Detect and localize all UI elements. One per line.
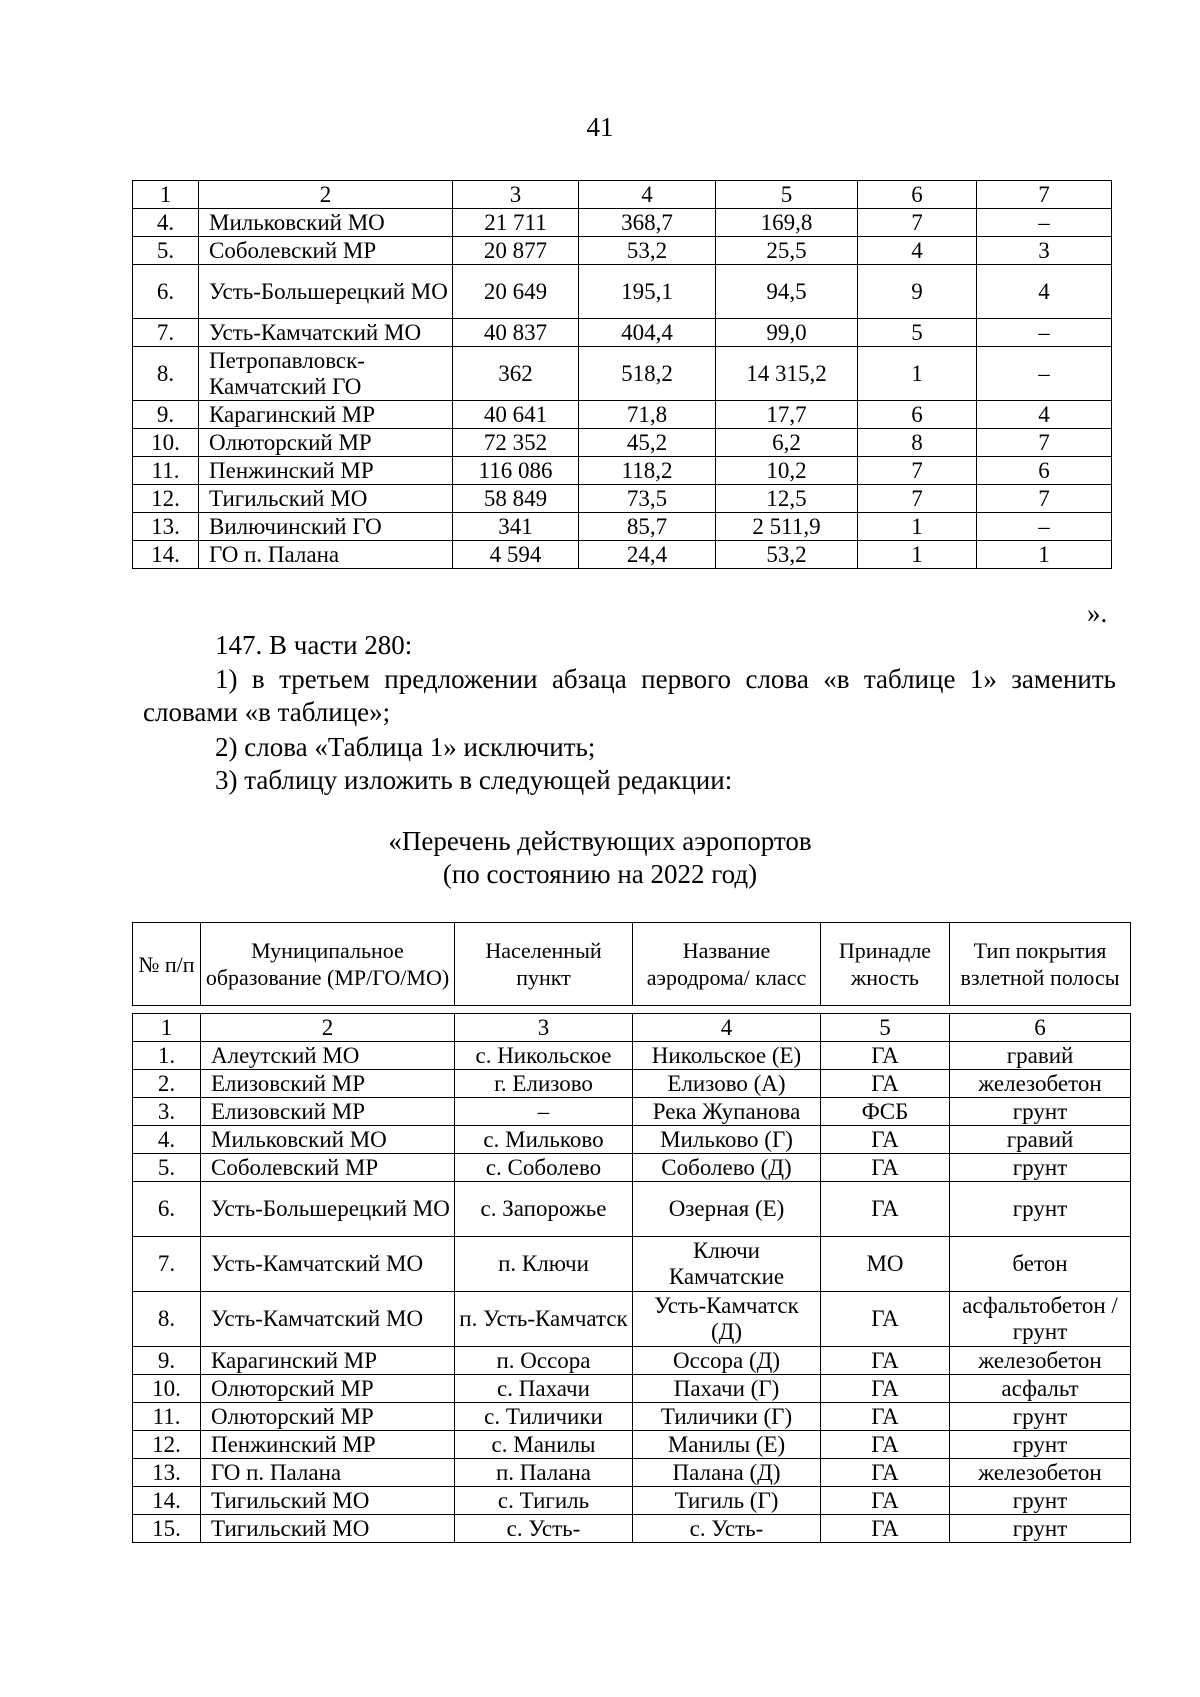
table-cell: 4 — [858, 237, 977, 265]
table-row — [133, 1515, 1131, 1543]
table-cell: 1 — [858, 541, 977, 569]
table-cell: грунт — [950, 1098, 1131, 1126]
table-cell: Соболевский МР — [201, 1154, 455, 1182]
table-cell: 45,2 — [579, 429, 716, 457]
table-cell: ГА — [821, 1347, 950, 1375]
table-cell: Пахачи (Г) — [633, 1375, 821, 1403]
table-cell: Палана (Д) — [633, 1459, 821, 1487]
table-cell: 6,2 — [716, 429, 858, 457]
table-cell: п. Оссора — [455, 1347, 633, 1375]
table-cell: с. Тигиль — [455, 1487, 633, 1515]
table-cell: п. Ключи — [455, 1237, 633, 1292]
table-cell: 58 849 — [453, 485, 579, 513]
table-cell: 14. — [133, 1487, 201, 1515]
table-cell: грунт — [950, 1403, 1131, 1431]
table-cell: ГО п. Палана — [199, 541, 453, 569]
table-cell: Тигильский МО — [201, 1515, 455, 1543]
table-cell: Принадле жность — [821, 923, 950, 1006]
table-cell: 10. — [133, 429, 199, 457]
table-cell: 6 — [858, 181, 977, 209]
table-cell: железобетон — [950, 1347, 1131, 1375]
table-cell: 3 — [455, 1014, 633, 1042]
table-cell: Соболево (Д) — [633, 1154, 821, 1182]
amendment-item-2: 2) слова «Таблица 1» исключить; — [215, 732, 596, 762]
table-cell: грунт — [950, 1515, 1131, 1543]
table-cell: 1 — [977, 541, 1112, 569]
table-row — [133, 319, 1112, 347]
table-cell: 341 — [453, 513, 579, 541]
table-cell: Петропавловск-Камчатский ГО — [199, 347, 453, 401]
table-cell: Олюторский МР — [201, 1403, 455, 1431]
table-cell: ГА — [821, 1515, 950, 1543]
table-cell: 8. — [133, 347, 199, 401]
table-cell: п. Усть-Камчатск — [455, 1292, 633, 1347]
table-cell: Оссора (Д) — [633, 1347, 821, 1375]
table-cell: 12. — [133, 1431, 201, 1459]
table-cell: с. Усть- — [633, 1515, 821, 1543]
table-cell: № п/п — [133, 923, 201, 1006]
table-cell: Усть-Камчатск (Д) — [633, 1292, 821, 1347]
table-cell: ГА — [821, 1042, 950, 1070]
table-cell: 1 — [858, 347, 977, 401]
table-cell: г. Елизово — [455, 1070, 633, 1098]
table-row — [133, 1182, 1131, 1237]
table-cell: 9 — [858, 265, 977, 319]
table-cell: асфальтобетон /грунт — [950, 1292, 1131, 1347]
table-cell: Соболевский МР — [199, 237, 453, 265]
table-cell: 6 — [858, 401, 977, 429]
table-row — [133, 1292, 1131, 1347]
table-cell: ГА — [821, 1459, 950, 1487]
table-cell: 5 — [858, 319, 977, 347]
table-row — [133, 457, 1112, 485]
population-table — [132, 180, 1112, 569]
table-number-row — [133, 1014, 1131, 1042]
table-cell: асфальт — [950, 1375, 1131, 1403]
table-cell: 362 — [453, 347, 579, 401]
table-cell: Елизово (А) — [633, 1070, 821, 1098]
table-cell: грунт — [950, 1487, 1131, 1515]
table-cell: Пенжинский МР — [199, 457, 453, 485]
table-cell: 7 — [858, 209, 977, 237]
table-row — [133, 1098, 1131, 1126]
table-cell: Река Жупанова — [633, 1098, 821, 1126]
table-cell: МО — [821, 1237, 950, 1292]
table-cell: – — [455, 1098, 633, 1126]
table-row — [133, 237, 1112, 265]
table-cell: 4. — [133, 209, 199, 237]
table-cell: 14. — [133, 541, 199, 569]
table-cell: 7. — [133, 1237, 201, 1292]
table-cell: с. Мильково — [455, 1126, 633, 1154]
table-cell: Никольское (Е) — [633, 1042, 821, 1070]
table-cell: Тигильский МО — [201, 1487, 455, 1515]
table-row — [133, 513, 1112, 541]
table-cell: ГА — [821, 1070, 950, 1098]
table-cell: 20 877 — [453, 237, 579, 265]
table-cell: 13. — [133, 1459, 201, 1487]
table-cell: Пенжинский МР — [201, 1431, 455, 1459]
table-cell: 6 — [977, 457, 1112, 485]
table-cell: Тигиль (Г) — [633, 1487, 821, 1515]
table-cell: железобетон — [950, 1070, 1131, 1098]
table-cell: с. Усть- — [455, 1515, 633, 1543]
table-cell: – — [977, 319, 1112, 347]
page-number: 41 — [586, 112, 614, 142]
table-cell: 20 649 — [453, 265, 579, 319]
table-cell: 518,2 — [579, 347, 716, 401]
table-cell: ГА — [821, 1375, 950, 1403]
table-cell: 40 837 — [453, 319, 579, 347]
table-cell: Олюторский МР — [199, 429, 453, 457]
table-cell: 10,2 — [716, 457, 858, 485]
table-cell: грунт — [950, 1154, 1131, 1182]
table-row — [133, 1403, 1131, 1431]
table-cell: 5. — [133, 1154, 201, 1182]
table-cell: 17,7 — [716, 401, 858, 429]
table-cell: с. Никольское — [455, 1042, 633, 1070]
table-cell: Тигильский МО — [199, 485, 453, 513]
table-cell: 5 — [716, 181, 858, 209]
table-row — [133, 209, 1112, 237]
table-cell: 72 352 — [453, 429, 579, 457]
table-cell: Тиличики (Г) — [633, 1403, 821, 1431]
table-row — [133, 541, 1112, 569]
table-cell: ГА — [821, 1182, 950, 1237]
table-cell: Усть-Камчатский МО — [199, 319, 453, 347]
table-cell: Мильковский МО — [201, 1126, 455, 1154]
table-cell: железобетон — [950, 1459, 1131, 1487]
table-row — [133, 401, 1112, 429]
table-cell: 12,5 — [716, 485, 858, 513]
table-cell: 1 — [858, 513, 977, 541]
table-cell: Муниципальное образование (МР/ГО/МО) — [201, 923, 455, 1006]
table-row — [133, 1459, 1131, 1487]
table-cell: гравий — [950, 1126, 1131, 1154]
table-cell: 7 — [858, 485, 977, 513]
table-cell: 5 — [821, 1014, 950, 1042]
table-cell: 116 086 — [453, 457, 579, 485]
table-row — [133, 1431, 1131, 1459]
section-heading: 147. В части 280: — [215, 630, 413, 660]
table-cell: 368,7 — [579, 209, 716, 237]
amendment-item-3: 3) таблицу изложить в следующей редакции: — [215, 765, 733, 795]
table-cell: Тип покрытия взлетной полосы — [950, 923, 1131, 1006]
table-cell: ФСБ — [821, 1098, 950, 1126]
table-cell: 7 — [977, 485, 1112, 513]
table-cell: грунт — [950, 1431, 1131, 1459]
table-cell: гравий — [950, 1042, 1131, 1070]
table-cell: 2 — [199, 181, 453, 209]
airports-table — [132, 1013, 1131, 1543]
table-cell: Карагинский МР — [201, 1347, 455, 1375]
table-row — [133, 1070, 1131, 1098]
table-cell: 24,4 — [579, 541, 716, 569]
table-cell: с. Манилы — [455, 1431, 633, 1459]
table-cell: 85,7 — [579, 513, 716, 541]
airports-table-header — [132, 922, 1131, 1006]
table-cell: 118,2 — [579, 457, 716, 485]
table-cell: 6 — [950, 1014, 1131, 1042]
table-cell: 4 — [633, 1014, 821, 1042]
table-cell: 5. — [133, 237, 199, 265]
table-cell: Усть-Большерецкий МО — [201, 1182, 455, 1237]
table-header-row — [133, 181, 1112, 209]
table-cell: 9. — [133, 1347, 201, 1375]
table-cell: 2. — [133, 1070, 201, 1098]
table-cell: 14 315,2 — [716, 347, 858, 401]
amendment-item-1: 1) в третьем предложении абзаца первого слова «в таблице 1» заменить словами «в таблице»; — [143, 664, 1116, 727]
table-cell: ГА — [821, 1431, 950, 1459]
table-cell: с. Пахачи — [455, 1375, 633, 1403]
table-cell: – — [977, 513, 1112, 541]
table-cell: 3. — [133, 1098, 201, 1126]
table-cell: 13. — [133, 513, 199, 541]
table-cell: Вилючинский ГО — [199, 513, 453, 541]
table-cell: ГА — [821, 1154, 950, 1182]
table-row — [133, 1237, 1131, 1292]
table-cell: 7 — [858, 457, 977, 485]
table-cell: 12. — [133, 485, 199, 513]
table-cell: Манилы (Е) — [633, 1431, 821, 1459]
table-cell: 1 — [133, 181, 199, 209]
table-cell: 53,2 — [579, 237, 716, 265]
table-row — [133, 1487, 1131, 1515]
table-row — [133, 1375, 1131, 1403]
table-row — [133, 1154, 1131, 1182]
table-row — [133, 1126, 1131, 1154]
table-cell: 4 — [579, 181, 716, 209]
table-cell: бетон — [950, 1237, 1131, 1292]
table-cell: 53,2 — [716, 541, 858, 569]
table-cell: 1 — [133, 1014, 201, 1042]
table-cell: Мильковский МО — [199, 209, 453, 237]
table-cell: 94,5 — [716, 265, 858, 319]
table-cell: Елизовский МР — [201, 1098, 455, 1126]
table-cell: 2 511,9 — [716, 513, 858, 541]
table-cell: 40 641 — [453, 401, 579, 429]
table-row — [133, 347, 1112, 401]
table-cell: Ключи Камчатские — [633, 1237, 821, 1292]
table-row — [133, 429, 1112, 457]
table-cell: 2 — [201, 1014, 455, 1042]
table-cell: 169,8 — [716, 209, 858, 237]
table-cell: 1. — [133, 1042, 201, 1070]
table-cell: 15. — [133, 1515, 201, 1543]
table-cell: 10. — [133, 1375, 201, 1403]
table-cell: 195,1 — [579, 265, 716, 319]
table-cell: 8. — [133, 1292, 201, 1347]
table-row — [133, 485, 1112, 513]
table-cell: ГА — [821, 1403, 950, 1431]
table-cell: 3 — [453, 181, 579, 209]
table-cell: – — [977, 347, 1112, 401]
table-cell: 7 — [977, 429, 1112, 457]
table-cell: 71,8 — [579, 401, 716, 429]
table-cell: 3 — [977, 237, 1112, 265]
table-cell: п. Палана — [455, 1459, 633, 1487]
table-cell: 99,0 — [716, 319, 858, 347]
table-row — [133, 1347, 1131, 1375]
table-cell: 73,5 — [579, 485, 716, 513]
closing-quote: ». — [1087, 598, 1108, 628]
table-cell: ГА — [821, 1292, 950, 1347]
table-cell: ГА — [821, 1126, 950, 1154]
table-cell: Населенный пункт — [455, 923, 633, 1006]
table-cell: с. Запорожье — [455, 1182, 633, 1237]
table-cell: Название аэродрома/ класс — [633, 923, 821, 1006]
table-cell: 7. — [133, 319, 199, 347]
table-cell: Олюторский МР — [201, 1375, 455, 1403]
table-title: «Перечень действующих аэропортов — [388, 826, 812, 856]
table-cell: 11. — [133, 457, 199, 485]
table-cell: Усть-Большерецкий МО — [199, 265, 453, 319]
table-cell: ГА — [821, 1487, 950, 1515]
table-cell: 9. — [133, 401, 199, 429]
table-cell: Усть-Камчатский МО — [201, 1292, 455, 1347]
table-cell: 21 711 — [453, 209, 579, 237]
table-row — [133, 1042, 1131, 1070]
table-cell: 4 594 — [453, 541, 579, 569]
table-cell: Усть-Камчатский МО — [201, 1237, 455, 1292]
table-cell: 6. — [133, 265, 199, 319]
table-cell: 4 — [977, 265, 1112, 319]
table-cell: Карагинский МР — [199, 401, 453, 429]
table-cell: 6. — [133, 1182, 201, 1237]
table-cell: с. Тиличики — [455, 1403, 633, 1431]
table-cell: 7 — [977, 181, 1112, 209]
table-cell: – — [977, 209, 1112, 237]
table-cell: 25,5 — [716, 237, 858, 265]
table-subtitle: (по состоянию на 2022 год) — [442, 859, 758, 889]
table-cell: Алеутский МО — [201, 1042, 455, 1070]
table-row — [133, 265, 1112, 319]
table-cell: Елизовский МР — [201, 1070, 455, 1098]
table-cell: с. Соболево — [455, 1154, 633, 1182]
table-cell: 8 — [858, 429, 977, 457]
table-cell: Озерная (Е) — [633, 1182, 821, 1237]
table-cell: 4 — [977, 401, 1112, 429]
table-header-row — [133, 923, 1131, 1006]
table-cell: 11. — [133, 1403, 201, 1431]
table-cell: грунт — [950, 1182, 1131, 1237]
table-cell: 404,4 — [579, 319, 716, 347]
table-cell: Мильково (Г) — [633, 1126, 821, 1154]
table-cell: ГО п. Палана — [201, 1459, 455, 1487]
table-cell: 4. — [133, 1126, 201, 1154]
